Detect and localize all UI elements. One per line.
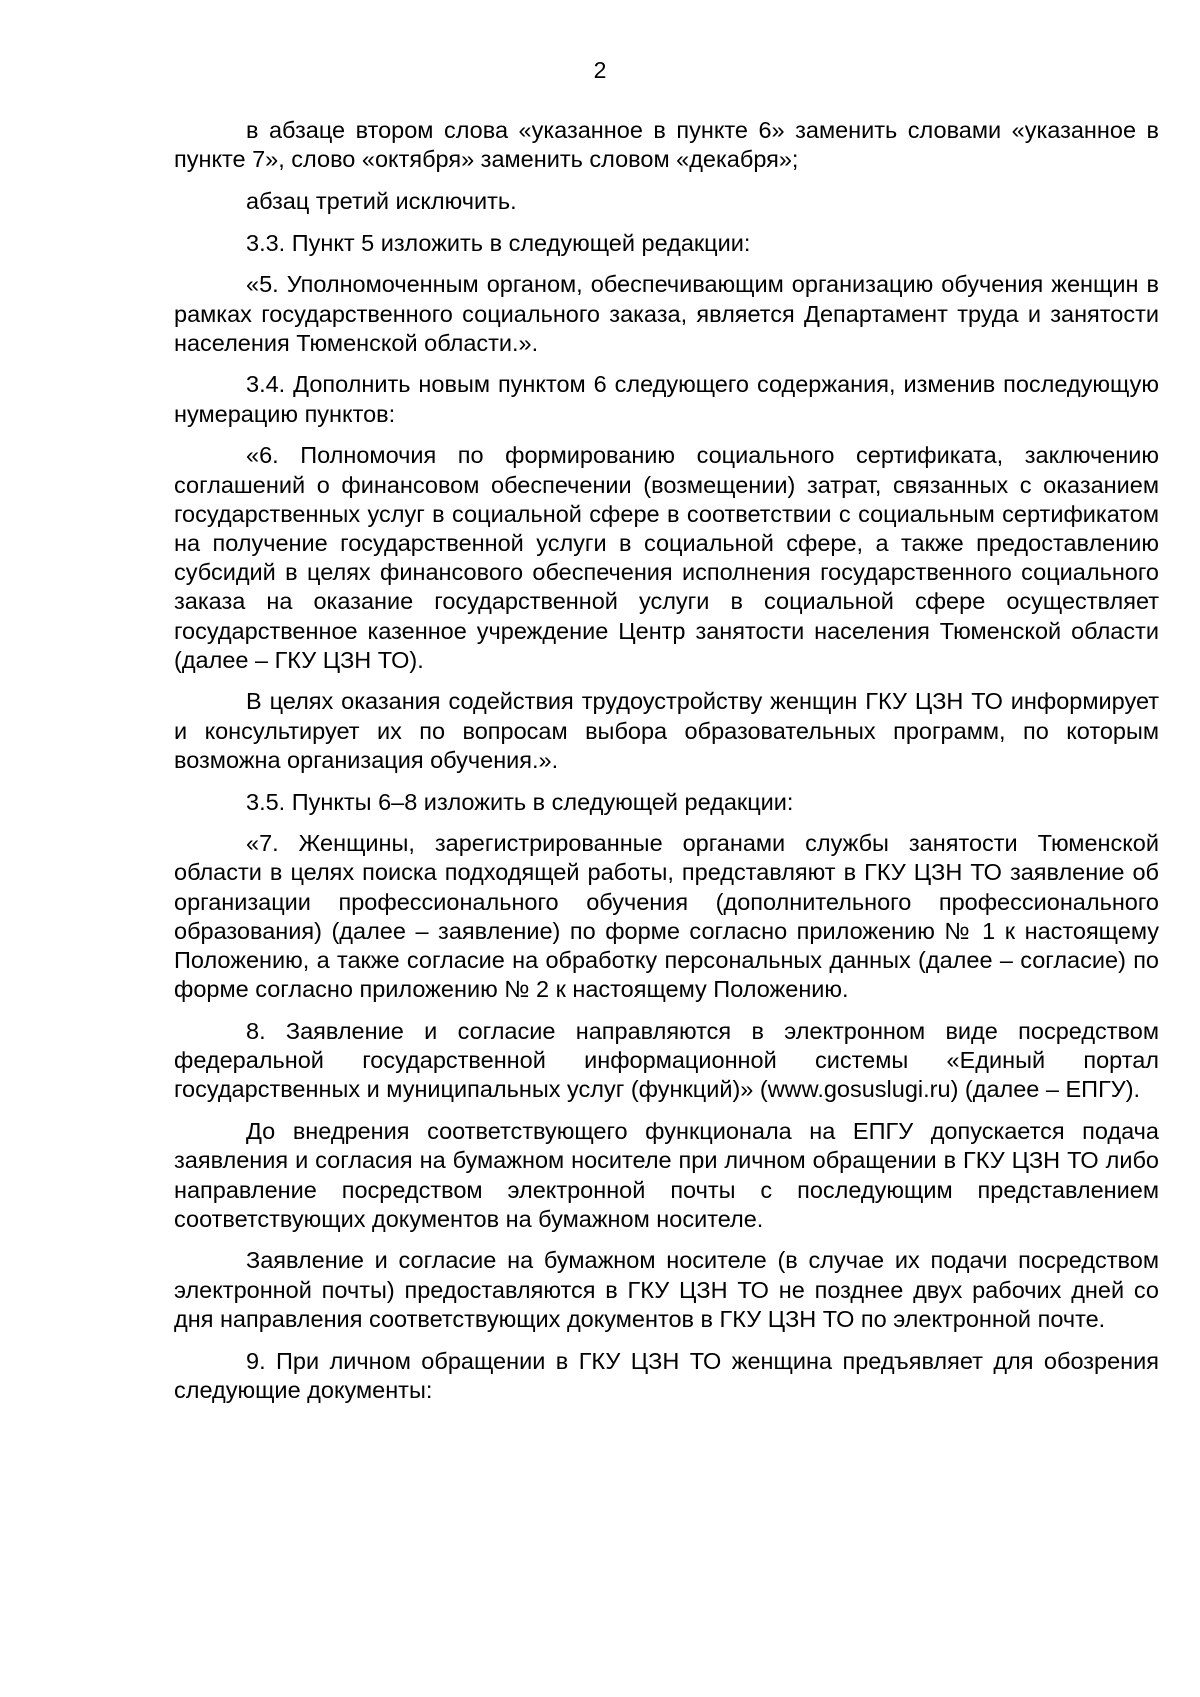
paragraph-abzats-tretiy: абзац третий исключить. — [246, 187, 517, 214]
paragraph-abzats-vtorom: в абзаце втором слова «указанное в пункте 6» заменить словами «указанное в пункте 7», слово «октября» заменить словом «декабря»; — [174, 117, 1159, 173]
page-number: 2 — [593, 57, 607, 83]
paragraph-3-3: 3.3. Пункт 5 изложить в следующей редакции: — [246, 229, 751, 256]
paragraph-punkt-5: «5. Уполномоченным органом, обеспечивающим организацию обучения женщин в рамках государственного социального заказа, является Департамент труда и занятости населения Тюменской области.». — [174, 271, 1159, 356]
paragraph-punkt-9: 9. При личном обращении в ГКУ ЦЗН ТО женщина предъявляет для обозрения следующие документы: — [174, 1347, 1159, 1403]
document-body — [174, 116, 1159, 1417]
paragraph-punkt-6-continued: В целях оказания содействия трудоустройству женщин ГКУ ЦЗН ТО информирует и консультирует их по вопросам выбора образовательных программ, по которым возможна организация обучения.». — [174, 688, 1159, 773]
paragraph-punkt-6: «6. Полномочия по формированию социального сертификата, заключению соглашений о финансовом обеспечении (возмещении) затрат, связанных с оказанием государственных услуг в социальной сфере в соответствии с социальным сертификатом на получение государственной услуги в социальной сфере, а также предоставлению субсидий в целях финансового обеспечения исполнения государственного социального заказа на оказание государственной услуги в социальной сфере осуществляет государственное казенное учреждение Центр занятости населения Тюменской области (далее – ГКУ ЦЗН ТО). — [174, 442, 1159, 673]
paragraph-punkt-8-deadline: Заявление и согласие на бумажном носителе (в случае их подачи посредством электронной почты) предоставляются в ГКУ ЦЗН ТО не позднее двух рабочих дней со дня направления соответствующих документов в ГКУ ЦЗН ТО по электронной почте. — [174, 1247, 1159, 1332]
paragraph-punkt-8-paper: До внедрения соответствующего функционала на ЕПГУ допускается подача заявления и согласия на бумажном носителе при личном обращении в ГКУ ЦЗН ТО либо направление посредством электронной почты с последующим представлением соответствующих документов на бумажном носителе. — [174, 1118, 1159, 1232]
paragraph-punkt-7: «7. Женщины, зарегистрированные органами службы занятости Тюменской области в целях поиска подходящей работы, представляют в ГКУ ЦЗН ТО заявление об организации профессионального обучения (дополнительного профессионального образования) (далее – заявление) по форме согласно приложению № 1 к настоящему Положению, а также согласие на обработку персональных данных (далее – согласие) по форме согласно приложению № 2 к настоящему Положению. — [174, 830, 1159, 1003]
paragraph-3-5: 3.5. Пункты 6–8 изложить в следующей редакции: — [246, 788, 794, 815]
paragraph-3-4: 3.4. Дополнить новым пунктом 6 следующего содержания, изменив последующую нумерацию пунктов: — [174, 371, 1159, 427]
paragraph-punkt-8: 8. Заявление и согласие направляются в электронном виде посредством федеральной государственной информационной системы «Единый портал государственных и муниципальных услуг (функций)» (www.gosuslugi.ru) (далее – ЕПГУ). — [174, 1017, 1159, 1103]
